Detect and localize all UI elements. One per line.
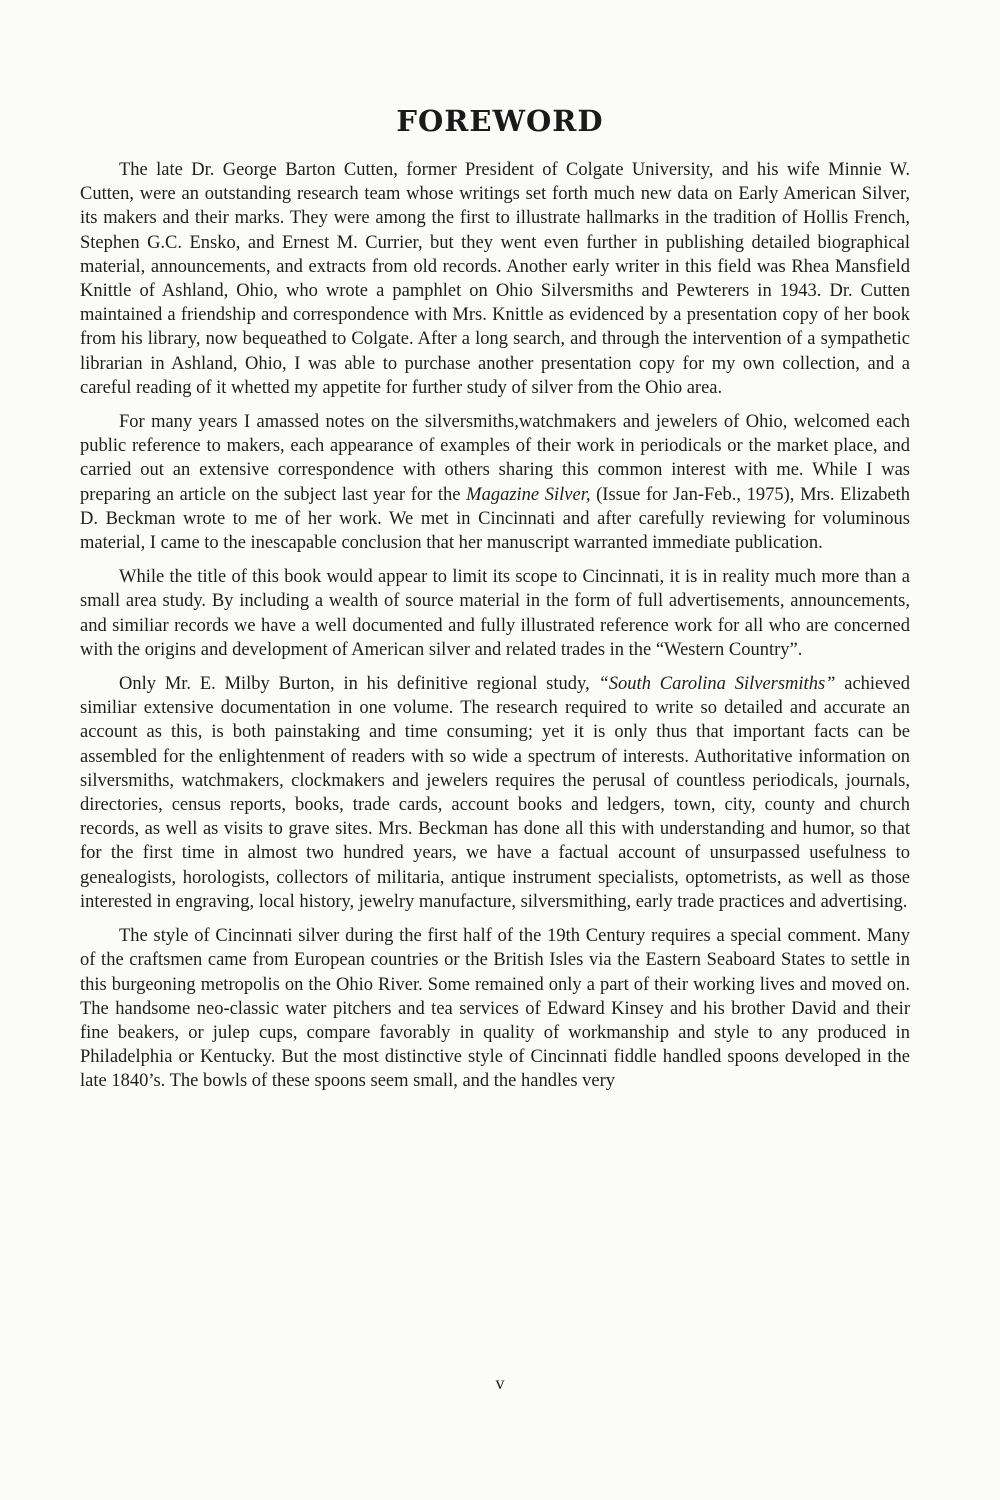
publication-title: Magazine Silver, <box>466 484 591 505</box>
paragraph-text: For many years I amassed notes on the silversmiths,watchmakers and jewelers of Ohio, welcomed each public reference to makers, each appearance of examples of their work in periodicals or the market place, and carried out an extensive correspondence with others sharing this common interest with me. While I was preparing an article on the subject last year for the <box>80 412 910 505</box>
paragraph <box>80 924 910 1093</box>
paragraph-text: Only Mr. E. Milby Burton, in his definitive regional study, <box>119 674 599 695</box>
paragraph <box>80 565 910 662</box>
paragraph-text: achieved similiar extensive documentation in one volume. The research required to write so detailed and accurate an account as this, is both painstaking and time consuming; yet it is only thus that important facts can be assembled for the enlightenment of readers with so wide a spectrum of interests. Authoritative information on silversmiths, watchmakers, clockmakers and jewelers requires the perusal of countless periodicals, journals, directories, census reports, books, trade cards, account books and ledgers, town, city, county and church records, as well as visits to grave sites. Mrs. Beckman has done all this with understanding and humor, so that for the first time in almost two hundred years, we have a factual account of unsurpassed usefulness to genealogists, horologists, collectors of militaria, antique instrument specialists, optometrists, as well as those interested in engraving, local history, jewelry manufacture, silversmithing, early trade practices and advertising. <box>80 674 910 912</box>
paragraph-text: While the title of this book would appear to limit its scope to Cincinnati, it is in reality much more than a small area study. By including a wealth of source material in the form of full advertisements, announcements, and similiar records we have a well documented and fully illustrated reference work for all who are concerned with the origins and development of American silver and related trades in the “Western Country”. <box>80 567 910 660</box>
paragraph-text: The late Dr. George Barton Cutten, former President of Colgate University, and his wife Minnie W. Cutten, were an outstanding research team whose writings set forth much new data on Early American Silver, its makers and their marks. They were among the first to illustrate hallmarks in the tradition of Hollis French, Stephen G.C. Ensko, and Ernest M. Currier, but they went even further in publishing detailed biographical material, announcements, and extracts from old records. Another early writer in this field was Rhea Mansfield Knittle of Ashland, Ohio, who wrote a pamphlet on Ohio Silversmiths and Pewterers in 1943. Dr. Cutten maintained a friendship and correspondence with Mrs. Knittle as evidenced by a presentation copy of her book from his library, now bequeathed to Colgate. After a long search, and through the intervention of a sympathetic librarian in Ashland, Ohio, I was able to purchase another presentation copy for my own collection, and a careful reading of it whetted my appetite for further study of silver from the Ohio area. <box>80 160 910 398</box>
publication-title: “South Carolina Silversmiths” <box>598 674 836 695</box>
paragraph-text: The style of Cincinnati silver during the first half of the 19th Century requires a special comment. Many of the craftsmen came from European countries or the British Isles via the Eastern Seaboard States to settle in this burgeoning metropolis on the Ohio River. Some remained only a part of their working lives and moved on. The handsome neo-classic water pitchers and tea services of Edward Kinsey and his brother David and their fine beakers, or julep cups, compare favorably in quality of workmanship and style to any produced in Philadelphia or Kentucky. But the most distinctive style of Cincinnati fiddle handled spoons developed in the late 1840’s. The bowls of these spoons seem small, and the handles very <box>80 926 910 1092</box>
paragraph-text: (Issue for Jan-Feb., 1975), Mrs. Elizabeth D. Beckman wrote to me of her work. We met in Cincinnati and after carefully reviewing for voluminous material, I came to the inescapable conclusion that her manuscript warranted immediate publication. <box>80 484 910 554</box>
paragraph <box>80 158 910 400</box>
paragraph <box>80 672 910 914</box>
page-title: FOREWORD <box>396 104 604 138</box>
paragraph <box>80 410 910 555</box>
foreword-body <box>80 158 910 1104</box>
page-number: v <box>495 1373 505 1393</box>
